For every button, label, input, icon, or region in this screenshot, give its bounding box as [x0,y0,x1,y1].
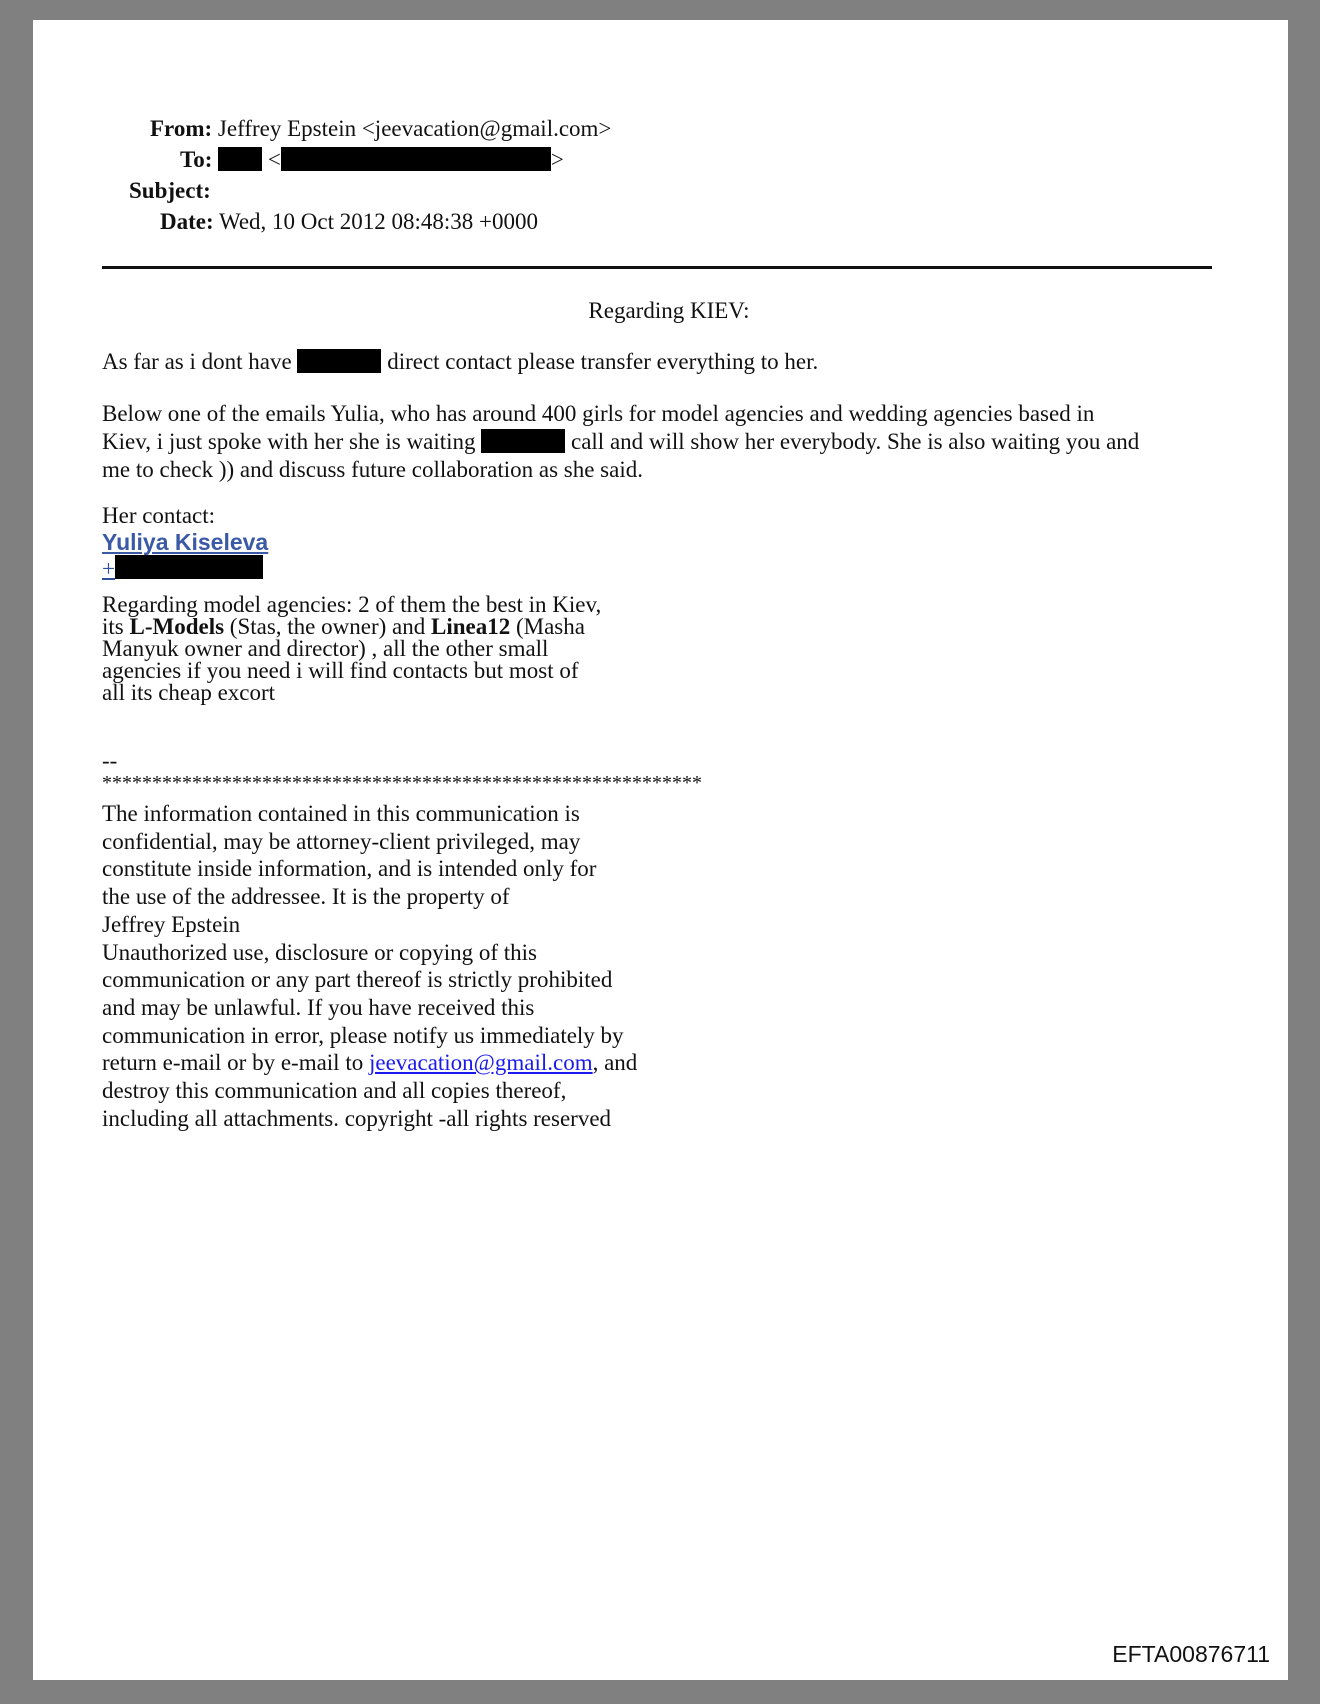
bates-stamp: EFTA00876711 [1112,1641,1270,1667]
agency-name-l-models: L-Models [129,614,225,639]
agencies-line: Regarding model agencies: 2 of them the best in Kiev, [102,592,602,617]
p2-text-before: Kiev, i just spoke with her she is waiting [102,429,476,454]
return-text-after: , and [592,1050,638,1076]
p1-text-after: direct contact please transfer everything to her. [387,349,819,374]
paragraph-1 [102,348,818,376]
agencies-text: its [102,614,130,639]
from-label: From: [150,116,213,141]
contact-name-link[interactable]: Yuliya Kiseleva [102,529,269,555]
contact-block [102,502,268,581]
redaction-box [115,555,263,579]
header-divider [102,266,1212,269]
disclaimer-line: including all attachments. copyright -all rights reserved [102,1105,612,1131]
to-close-bracket: > [550,147,564,172]
subject-row [129,177,211,205]
disclaimer-line: communication in error, please notify us immediately by [102,1022,624,1048]
agencies-paragraph [102,594,601,704]
p2-line [102,428,1139,456]
signature-separator [102,750,702,794]
disclaimer-line [102,1049,637,1077]
p2-line: Below one of the emails Yulia, who has around 400 girls for model agencies and wedding agencies based in [102,401,1095,426]
p2-line: me to check )) and discuss future collaboration as she said. [102,457,643,482]
agencies-line [102,616,601,638]
document-page [33,20,1288,1680]
agencies-line: agencies if you need i will find contacts but most of [102,658,579,683]
date-row [160,208,538,236]
disclaimer-line: communication or any part thereof is strictly prohibited [102,967,613,993]
agencies-line: Manyuk owner and director) , all the other small [102,636,549,661]
to-label: To: [180,147,213,172]
agency-name-linea12: Linea12 [431,614,511,639]
body-heading: Regarding KIEV: [588,298,750,323]
disclaimer-line: The information contained in this communication is [102,801,580,826]
disclaimer-line: Jeffrey Epstein [102,911,241,937]
disclaimer-line: destroy this communication and all copies thereof, [102,1078,567,1104]
from-row [150,115,611,143]
date-value: Wed, 10 Oct 2012 08:48:38 +0000 [218,209,539,234]
paragraph-2 [102,400,1139,484]
redaction-box [297,349,381,373]
contact-label: Her contact: [102,503,216,528]
p1-text-before: As far as i dont have [102,349,292,374]
agencies-text: (Masha [510,614,585,639]
subject-label: Subject: [129,178,211,203]
email-link[interactable]: jeevacation@gmail.com [368,1050,593,1076]
contact-phone-link[interactable]: + [102,556,115,581]
from-value: Jeffrey Epstein <jeevacation@gmail.com> [217,116,612,141]
to-open-bracket: < [267,147,281,172]
redaction-box [281,147,551,171]
disclaimer-line: constitute inside information, and is intended only for [102,856,597,882]
disclaimer-line: Unauthorized use, disclosure or copying of this [102,939,537,965]
to-row [180,146,564,174]
agencies-line: all its cheap excort [102,680,276,705]
disclaimer-line: confidential, may be attorney-client privileged, may [102,828,581,854]
p2-text-after: call and will show her everybody. She is also waiting you and [571,429,1140,454]
redaction-box [481,429,565,453]
redaction-box [218,147,262,171]
sig-dash: -- [102,748,118,773]
disclaimer-line: the use of the addressee. It is the property of [102,884,510,910]
agencies-text: (Stas, the owner) and [224,614,431,639]
star-line: ************************************************************ [102,772,702,794]
return-text: return e-mail or by e-mail to [102,1050,369,1076]
disclaimer [102,800,637,1132]
date-label: Date: [160,209,214,234]
disclaimer-line: and may be unlawful. If you have received this [102,994,535,1020]
